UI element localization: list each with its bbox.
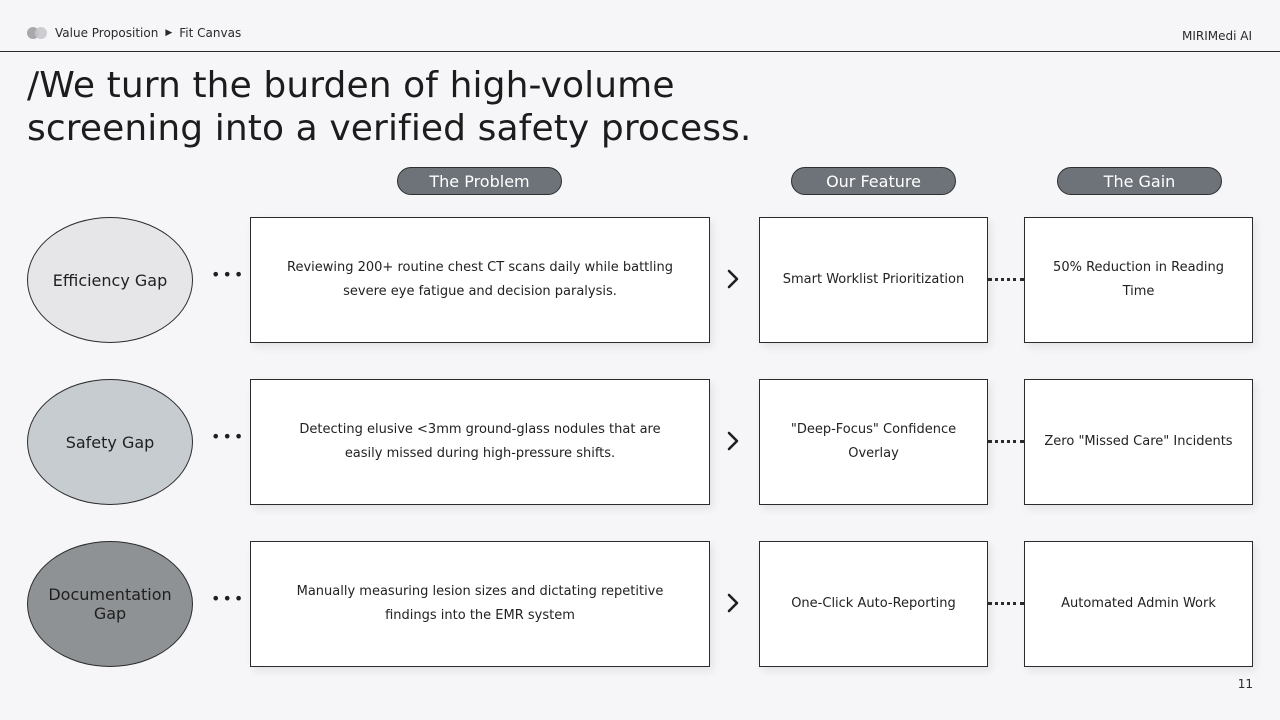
gap-row-safety — [0, 379, 1280, 507]
breadcrumb-separator-icon: ▶ — [165, 28, 173, 38]
feature-box: One-Click Auto-Reporting — [759, 541, 988, 667]
gap-row-efficiency — [0, 217, 1280, 345]
top-bar — [0, 0, 1280, 52]
gain-box: 50% Reduction in Reading Time — [1024, 217, 1253, 343]
feature-box: Smart Worklist Prioritization — [759, 217, 988, 343]
problem-box: Detecting elusive <3mm ground-glass nodules that are easily missed during high-pressure shifts. — [250, 379, 710, 505]
brand-name: MIRIMedi AI — [1181, 29, 1252, 43]
ellipsis-connector-icon: ••• — [211, 265, 246, 284]
dotted-connector — [988, 602, 1024, 605]
problem-box: Manually measuring lesion sizes and dictating repetitive findings into the EMR system — [250, 541, 710, 667]
breadcrumb-item-value-proposition[interactable]: Value Proposition — [55, 26, 159, 40]
chevron-right-icon — [722, 592, 744, 614]
chevron-right-icon — [722, 268, 744, 290]
gap-ellipse: Efficiency Gap — [27, 217, 193, 343]
gap-ellipse: Safety Gap — [27, 379, 193, 505]
feature-box: "Deep-Focus" Confidence Overlay — [759, 379, 988, 505]
page-number: 11 — [1237, 677, 1253, 691]
breadcrumb-dots-icon — [27, 26, 49, 40]
dotted-connector — [988, 440, 1024, 443]
column-header-problem: The Problem — [397, 167, 562, 195]
slide-title-line-2: screening into a verified safety process. — [27, 108, 752, 149]
slide-title-line-1: /We turn the burden of high-volume — [27, 65, 675, 106]
ellipsis-connector-icon: ••• — [211, 589, 246, 608]
problem-box: Reviewing 200+ routine chest CT scans daily while battling severe eye fatigue and decision paralysis. — [250, 217, 710, 343]
dotted-connector — [988, 278, 1024, 281]
breadcrumb — [27, 26, 241, 40]
slide-title — [27, 64, 927, 150]
column-header-gain: The Gain — [1057, 167, 1222, 195]
gap-row-documentation — [0, 541, 1280, 669]
gap-ellipse: Documentation Gap — [27, 541, 193, 667]
gain-box: Zero "Missed Care" Incidents — [1024, 379, 1253, 505]
ellipsis-connector-icon: ••• — [211, 427, 246, 446]
chevron-right-icon — [722, 430, 744, 452]
breadcrumb-item-fit-canvas[interactable]: Fit Canvas — [179, 26, 242, 40]
column-header-feature: Our Feature — [791, 167, 956, 195]
gain-box: Automated Admin Work — [1024, 541, 1253, 667]
